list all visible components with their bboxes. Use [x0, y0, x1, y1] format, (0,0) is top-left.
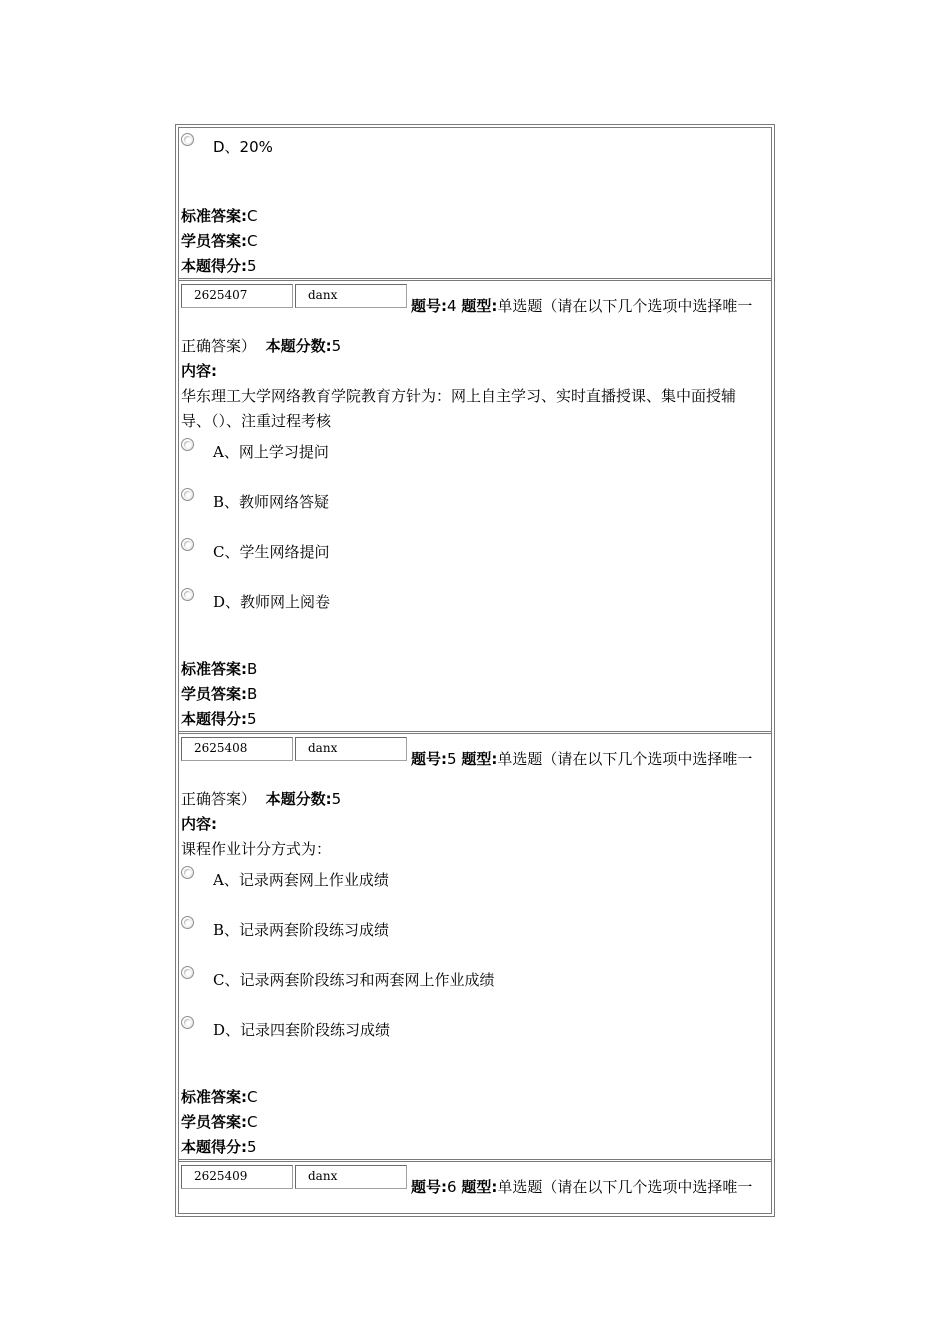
radio-icon[interactable] [181, 538, 194, 551]
radio-icon[interactable] [181, 133, 194, 146]
q4-type-field[interactable]: danx [295, 284, 407, 308]
radio-icon[interactable] [181, 438, 194, 451]
q4-student-answer: 学员答案:B [181, 685, 258, 703]
q5-score: 本题得分:5 [181, 1138, 257, 1156]
q5-id-field[interactable]: 2625408 [181, 737, 293, 761]
q4-content-line1: 华东理工大学网络教育学院教育方针为：网上自主学习、实时直播授课、集中面授辅 [181, 387, 737, 405]
q6-id-field[interactable]: 2625409 [181, 1165, 293, 1189]
q3-option-d-label: D、20% [213, 138, 273, 156]
q5-student-answer: 学员答案:C [181, 1113, 258, 1131]
radio-icon[interactable] [181, 916, 194, 929]
radio-icon[interactable] [181, 966, 194, 979]
q3-standard-answer: 标准答案:C [181, 207, 258, 225]
q6-type-field[interactable]: danx [295, 1165, 407, 1189]
q5-header-cont: 正确答案） 本题分数:5 [181, 790, 342, 808]
q4-header-cont: 正确答案） 本题分数:5 [181, 337, 342, 355]
q3-score: 本题得分:5 [181, 257, 257, 275]
radio-icon[interactable] [181, 866, 194, 879]
separator [179, 1159, 771, 1162]
q4-content-line2: 导、（）、注重过程考核 [181, 412, 332, 430]
q6-header: 题号:6 题型:单选题（请在以下几个选项中选择唯一 [411, 1178, 753, 1196]
q4-standard-answer: 标准答案:B [181, 660, 258, 678]
q4-content-label: 内容: [181, 362, 217, 380]
separator [179, 731, 771, 734]
q5-header: 题号:5 题型:单选题（请在以下几个选项中选择唯一 [411, 750, 753, 768]
radio-icon[interactable] [181, 1016, 194, 1029]
q4-score: 本题得分:5 [181, 710, 257, 728]
q5-standard-answer: 标准答案:C [181, 1088, 258, 1106]
q5-content-line1: 课程作业计分方式为： [181, 840, 332, 858]
q5-type-field[interactable]: danx [295, 737, 407, 761]
q4-header: 题号:4 题型:单选题（请在以下几个选项中选择唯一 [411, 297, 753, 315]
exam-frame-inner: D、20% 标准答案:C 学员答案:C 本题得分:5 2625407 danx 题号:4 题型:单选题（请在以下几个选项中选择唯一 正确答案） 本题分数:5 内容: 华东理工大学网络教育学院教育方针为：网上自主学习、实时直播授课、集中面授辅 导、（）、注重过程考核 A、网上学习提问 B、教师网络答疑 C、学生网络提问 D、教师网上阅卷 标准答案:B 学员答案:B 本题得分:5 2625408 danx 题号:5 题型:单选题（请在以下几个选项中选择唯一 正确答案） 本题分数:5 内容: 课程作业计分方式为： A、记录两套网上作业成绩 B、记录两套阶段练习成绩 C、记录两套阶段练习和两套网上作业成绩 D、记录四套阶段练习成绩 标准答案:C 学员答案:C 本题得分:5 2625409 danx 题号:6 题型:单选题（请在以下几个选项中选择唯一 [178, 127, 772, 1214]
q5-content-label: 内容: [181, 815, 217, 833]
separator [179, 278, 771, 281]
radio-icon[interactable] [181, 488, 194, 501]
radio-icon[interactable] [181, 588, 194, 601]
q3-student-answer: 学员答案:C [181, 232, 258, 250]
q4-id-field[interactable]: 2625407 [181, 284, 293, 308]
exam-frame [175, 124, 775, 1217]
